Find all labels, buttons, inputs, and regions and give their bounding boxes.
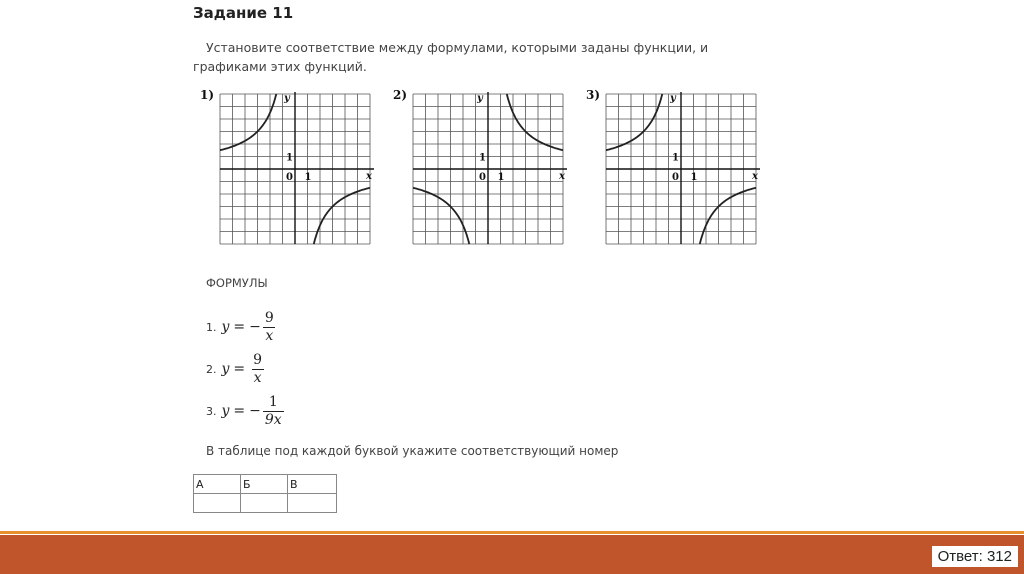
table-header-cell: Б bbox=[241, 475, 288, 494]
formula-fraction bbox=[263, 310, 276, 345]
tick-x-label: 1 bbox=[690, 172, 698, 183]
fraction-denominator: 9x bbox=[264, 411, 282, 428]
graph-2-plot bbox=[389, 88, 579, 248]
table-instruction: В таблице под каждой буквой укажите соответствующий номер bbox=[206, 444, 619, 458]
y-axis-label: y bbox=[477, 93, 483, 104]
formula-number: 2. bbox=[206, 362, 217, 376]
formula-lhs: y bbox=[221, 361, 230, 377]
x-axis-label: x bbox=[366, 171, 372, 182]
answer-cell[interactable] bbox=[194, 494, 241, 513]
origin-label: 0 bbox=[286, 172, 293, 183]
answer-cell[interactable] bbox=[241, 494, 288, 513]
formula-equals: = bbox=[233, 319, 246, 335]
formulas-heading: ФОРМУЛЫ bbox=[206, 276, 268, 290]
formula-equals: = bbox=[233, 403, 246, 419]
table-header-row bbox=[194, 475, 337, 494]
origin-label: 0 bbox=[672, 172, 679, 183]
formula-1 bbox=[206, 306, 276, 348]
footer-bar bbox=[0, 535, 1024, 574]
graph-1-plot bbox=[196, 88, 386, 248]
hyperbola-branch bbox=[220, 94, 276, 150]
hyperbola-branch bbox=[507, 94, 563, 150]
answer-cell[interactable] bbox=[288, 494, 337, 513]
answer-text: Ответ: 312 bbox=[932, 546, 1018, 567]
graph-2 bbox=[389, 88, 579, 248]
formula-2 bbox=[206, 348, 264, 390]
tick-y-label: 1 bbox=[672, 152, 679, 164]
x-axis-label: x bbox=[559, 171, 565, 182]
graph-3 bbox=[582, 88, 772, 248]
task-title: Задание 11 bbox=[193, 4, 294, 22]
y-axis-label: y bbox=[670, 93, 676, 104]
hyperbola-branch bbox=[413, 188, 469, 244]
tick-y-label: 1 bbox=[479, 152, 486, 164]
graph-3-plot bbox=[582, 88, 772, 248]
fraction-numerator: 1 bbox=[268, 393, 278, 410]
fraction-numerator: 9 bbox=[253, 351, 263, 368]
table-header-cell: В bbox=[288, 475, 337, 494]
table-header-cell: А bbox=[194, 475, 241, 494]
tick-y-label: 1 bbox=[286, 152, 293, 164]
graph-1 bbox=[196, 88, 386, 248]
formula-number: 3. bbox=[206, 404, 217, 418]
fraction-denominator: x bbox=[253, 369, 262, 386]
formula-sign: − bbox=[249, 403, 261, 419]
footer-accent-line bbox=[0, 531, 1024, 534]
table-answer-row bbox=[194, 494, 337, 513]
graph-label: 2) bbox=[393, 88, 408, 102]
origin-label: 0 bbox=[479, 172, 486, 183]
answer-table bbox=[193, 474, 337, 513]
y-axis-label: y bbox=[284, 93, 290, 104]
formula-3 bbox=[206, 390, 284, 432]
fraction-denominator: x bbox=[265, 327, 274, 344]
x-axis-label: x bbox=[752, 171, 758, 182]
formula-lhs: y bbox=[221, 319, 230, 335]
fraction-numerator: 9 bbox=[264, 309, 274, 326]
graph-label: 3) bbox=[586, 88, 601, 102]
formula-lhs: y bbox=[221, 403, 230, 419]
tick-x-label: 1 bbox=[497, 172, 505, 183]
formula-equals: = bbox=[233, 361, 246, 377]
formula-sign: − bbox=[249, 319, 261, 335]
formula-fraction bbox=[263, 394, 284, 429]
formula-number: 1. bbox=[206, 320, 217, 334]
graph-label: 1) bbox=[200, 88, 215, 102]
hyperbola-branch bbox=[314, 188, 370, 244]
task-instruction: Установите соответствие между формулами, которыми заданы функции, и графиками этих функций. bbox=[193, 40, 709, 74]
hyperbola-branch bbox=[700, 188, 756, 244]
hyperbola-branch bbox=[606, 94, 662, 150]
tick-x-label: 1 bbox=[304, 172, 312, 183]
formula-fraction bbox=[251, 352, 264, 387]
